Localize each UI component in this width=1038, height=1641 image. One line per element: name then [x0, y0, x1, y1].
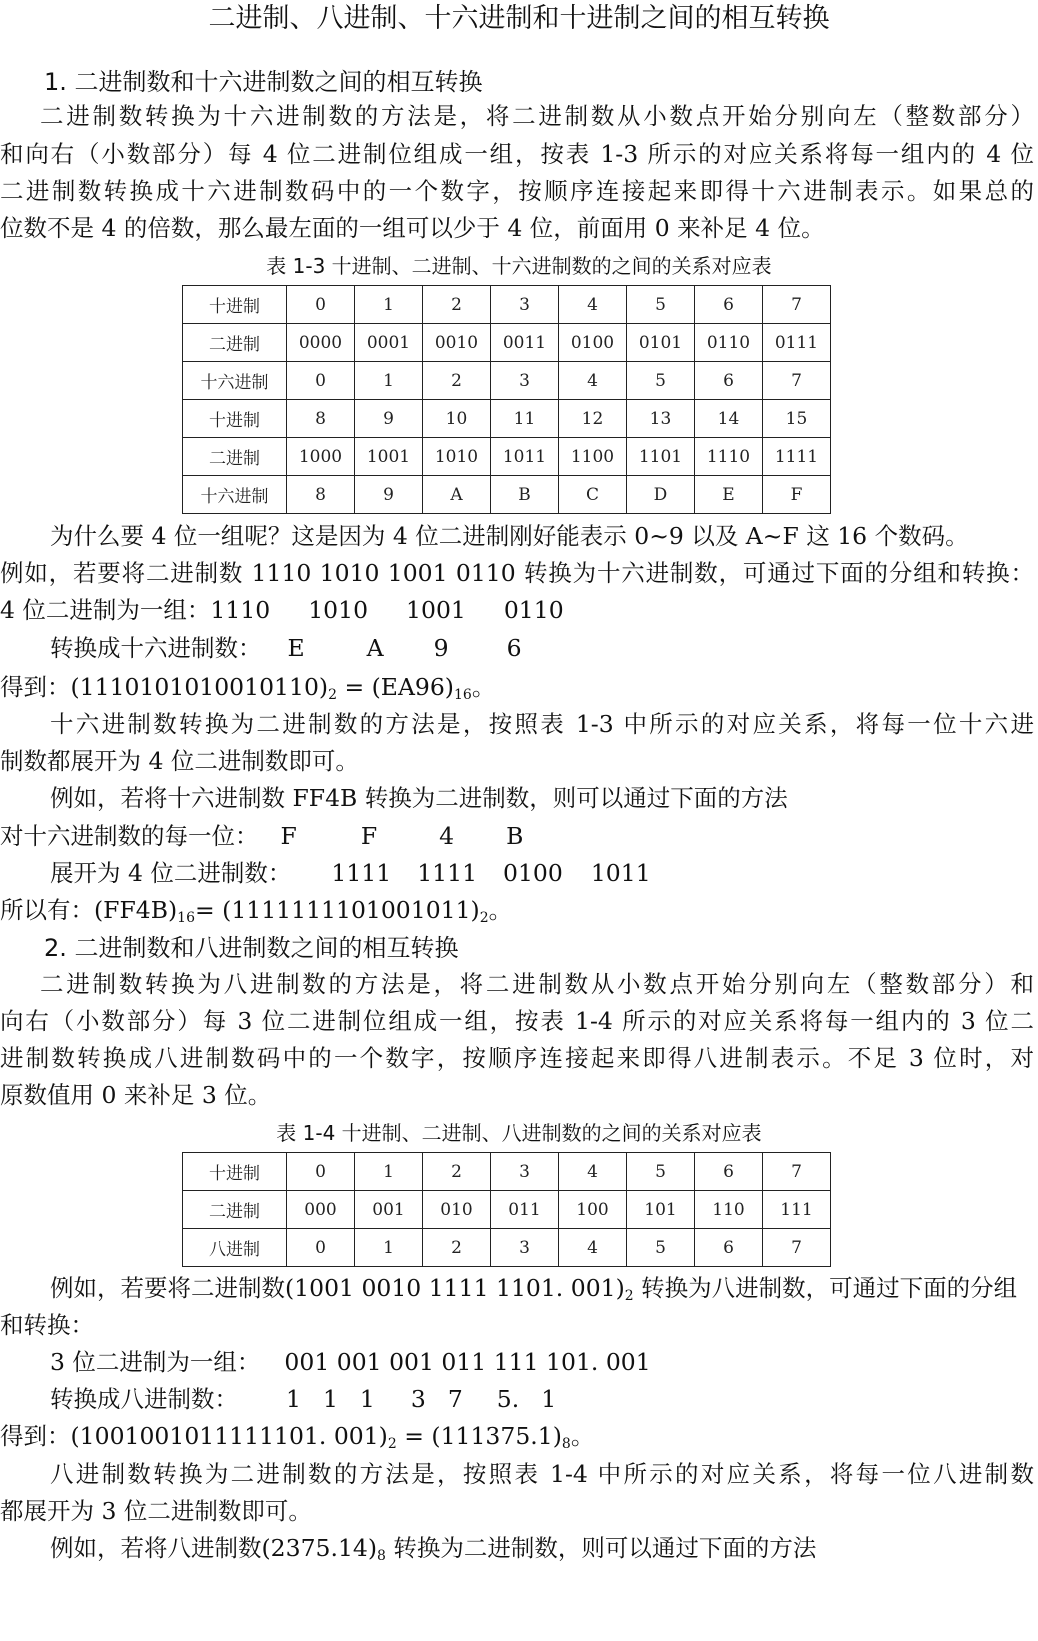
- binary-group: 1010: [308, 596, 369, 624]
- table-cell: 11: [491, 400, 559, 438]
- table-row: [183, 1191, 831, 1229]
- result-text: 得到：(1001001011111101. 001): [0, 1422, 388, 1450]
- oct-digit: 1: [359, 1385, 375, 1413]
- table-cell: 1011: [491, 438, 559, 476]
- table-row: [183, 476, 831, 514]
- row-header-cell: 八进制: [183, 1229, 287, 1267]
- expand-row: [0, 857, 1034, 889]
- paragraph-line: 都展开为 3 位二进制数即可。: [0, 1497, 312, 1525]
- table-cell: 1000: [287, 438, 355, 476]
- base-subscript: 2: [387, 1436, 397, 1452]
- table-row: [183, 1153, 831, 1191]
- table-cell: 5: [627, 286, 695, 324]
- convert-label: 转换成十六进制数：: [50, 634, 262, 662]
- result-text: = (EA96): [336, 673, 454, 701]
- table-row: [183, 400, 831, 438]
- table-cell: 8: [287, 400, 355, 438]
- hex-digit: 4: [439, 822, 455, 850]
- table-cell: 1: [355, 1229, 423, 1267]
- table-cell: 3: [491, 286, 559, 324]
- table-cell: 0111: [763, 324, 831, 362]
- table-cell: 1: [355, 1153, 423, 1191]
- table-cell: 110: [695, 1191, 763, 1229]
- each-digit-label: 对十六进制数的每一位：: [0, 822, 259, 850]
- table-cell: 14: [695, 400, 763, 438]
- result-text: 得到：(1110101010010110): [0, 673, 329, 701]
- table-cell: 111: [763, 1191, 831, 1229]
- table-cell: 8: [287, 476, 355, 514]
- table-cell: 9: [355, 400, 423, 438]
- table-cell: C: [559, 476, 627, 514]
- paragraph-line: 二进制数转换为八进制数的方法是，将二进制数从小数点开始分别向左（整数部分）和: [40, 970, 1034, 998]
- binary-group: 1011: [590, 859, 651, 887]
- result-text: 。: [471, 673, 496, 701]
- row-header-cell: 十进制: [183, 286, 287, 324]
- table-cell: 6: [695, 1153, 763, 1191]
- convert-row: [0, 632, 1034, 664]
- binary-group: 1110: [210, 596, 271, 624]
- oct-digit: 3: [410, 1385, 426, 1413]
- oct-digit: 7: [447, 1385, 463, 1413]
- paragraph-line: 向右（小数部分）每 3 位二进制位组成一组，按表 1-4 所示的对应关系将每一组内的 3 位二: [0, 1007, 1034, 1035]
- table-cell: 5: [627, 1229, 695, 1267]
- paragraph-line: 进制数转换成八进制数码中的一个数字，按顺序连接起来即得八进制表示。不足 3 位时，对: [0, 1044, 1034, 1072]
- hex-digit: 9: [433, 634, 449, 662]
- table-cell: 3: [491, 1229, 559, 1267]
- table-cell: 6: [695, 1229, 763, 1267]
- table-cell: 15: [763, 400, 831, 438]
- table-cell: 0: [287, 362, 355, 400]
- table-cell: 0101: [627, 324, 695, 362]
- table-cell: 001: [355, 1191, 423, 1229]
- base-subscript: 2: [328, 687, 337, 703]
- binary-group: 0110: [503, 596, 564, 624]
- table-cell: 4: [559, 286, 627, 324]
- table-cell: 2: [423, 286, 491, 324]
- table-cell: 2: [423, 1153, 491, 1191]
- binary-groups: 001 001 001 011 111 101. 001: [284, 1348, 651, 1376]
- table-1-3-caption: 表 1-3 十进制、二进制、十六进制数的之间的关系对应表: [266, 254, 772, 278]
- row-header-cell: 二进制: [183, 1191, 287, 1229]
- table-cell: 3: [491, 1153, 559, 1191]
- table-cell: 100: [559, 1191, 627, 1229]
- hex-digit: F: [360, 822, 378, 850]
- base-subscript: 16: [177, 910, 195, 926]
- table-cell: 7: [763, 286, 831, 324]
- table-row: [183, 286, 831, 324]
- table-cell: 1110: [695, 438, 763, 476]
- why-four-bits-line: 为什么要 4 位一组呢？这是因为 4 位二进制刚好能表示 0~9 以及 A~F 这 16 个数码。: [50, 522, 969, 550]
- paragraph-line: 制数都展开为 4 位二进制数即可。: [0, 747, 359, 775]
- table-cell: 13: [627, 400, 695, 438]
- table-cell: 0110: [695, 324, 763, 362]
- oct-digit: 1: [322, 1385, 338, 1413]
- table-cell: 2: [423, 362, 491, 400]
- table-cell: 000: [287, 1191, 355, 1229]
- table-cell: 5: [627, 362, 695, 400]
- example-line: [0, 1272, 1034, 1304]
- example-text: 转换为八进制数，可通过下面的分组: [633, 1274, 1018, 1302]
- table-cell: 6: [695, 286, 763, 324]
- table-cell: 1111: [763, 438, 831, 476]
- paragraph-line: 二进制数转换为十六进制数的方法是，将二进制数从小数点开始分别向左（整数部分）: [40, 102, 1034, 130]
- paragraph-line: 位数不是 4 的倍数，那么最左面的一组可以少于 4 位，前面用 0 来补足 4 位。: [0, 214, 825, 242]
- base-subscript: 16: [453, 687, 472, 703]
- table-cell: 010: [423, 1191, 491, 1229]
- table-1-4: [182, 1152, 831, 1267]
- table-row: [183, 362, 831, 400]
- table-cell: 5: [627, 1153, 695, 1191]
- table-cell: 0100: [559, 324, 627, 362]
- table-cell: 4: [559, 1153, 627, 1191]
- section-1-heading: 1. 二进制数和十六进制数之间的相互转换: [44, 68, 483, 96]
- table-cell: A: [423, 476, 491, 514]
- table-cell: 1100: [559, 438, 627, 476]
- table-cell: 0010: [423, 324, 491, 362]
- paragraph-line: 和向右（小数部分）每 4 位二进制位组成一组，按表 1-3 所示的对应关系将每一组内的 4 位: [0, 140, 1034, 168]
- table-cell: 7: [763, 1153, 831, 1191]
- paragraph-line: 原数值用 0 来补足 3 位。: [0, 1081, 272, 1109]
- paragraph-line: 十六进制数转换为二进制数的方法是，按照表 1-3 中所示的对应关系，将每一位十六进: [50, 710, 1034, 738]
- oct-digit: 1: [286, 1385, 301, 1413]
- table-cell: 0001: [355, 324, 423, 362]
- page-title: 二进制、八进制、十六进制和十进制之间的相互转换: [208, 3, 830, 34]
- table-1-4-caption: 表 1-4 十进制、二进制、八进制数的之间的关系对应表: [276, 1121, 762, 1145]
- table-cell: 10: [423, 400, 491, 438]
- binary-group: 1111: [417, 859, 478, 887]
- result-text: = (1111111101001011): [195, 896, 480, 924]
- table-cell: 1001: [355, 438, 423, 476]
- paragraph-line: 八进制数转换为二进制数的方法是，按照表 1-4 中所示的对应关系，将每一位八进制数: [50, 1460, 1034, 1488]
- group-row: [0, 594, 1034, 626]
- group-row: [0, 1346, 1034, 1378]
- table-cell: 7: [763, 1229, 831, 1267]
- base-subscript: 8: [561, 1436, 571, 1452]
- table-cell: 2: [423, 1229, 491, 1267]
- table-cell: D: [627, 476, 695, 514]
- base-subscript: 2: [624, 1288, 634, 1304]
- table-1-3: [182, 285, 831, 514]
- table-row: [183, 438, 831, 476]
- hex-digit: F: [280, 822, 297, 850]
- each-digit-row: [0, 820, 1034, 852]
- example-line: [0, 1532, 1034, 1564]
- table-cell: 4: [559, 362, 627, 400]
- example-text: 例如，若将八进制数(2375.14): [50, 1534, 378, 1562]
- table-cell: 4: [559, 1229, 627, 1267]
- section-2-heading: 2. 二进制数和八进制数之间的相互转换: [44, 934, 459, 962]
- result-text: 。: [570, 1422, 595, 1450]
- hex-digit: 6: [506, 634, 522, 662]
- table-cell: 0: [287, 1229, 355, 1267]
- base-subscript: 8: [377, 1548, 386, 1564]
- expand-label: 展开为 4 位二进制数：: [50, 859, 292, 887]
- row-header-cell: 十进制: [183, 1153, 287, 1191]
- group-label: 3 位二进制为一组：: [50, 1348, 261, 1376]
- example-line: 例如，若将十六进制数 FF4B 转换为二进制数，则可以通过下面的方法: [50, 784, 788, 812]
- table-cell: 9: [355, 476, 423, 514]
- table-cell: 3: [491, 362, 559, 400]
- result-line: [0, 671, 1034, 703]
- table-cell: 6: [695, 362, 763, 400]
- hex-digit: E: [287, 634, 305, 662]
- table-cell: 0: [287, 1153, 355, 1191]
- row-header-cell: 十六进制: [183, 362, 287, 400]
- table-cell: E: [695, 476, 763, 514]
- paragraph-line: 二进制数转换成十六进制数码中的一个数字，按顺序连接起来即得十六进制表示。如果总的: [0, 177, 1034, 205]
- hex-digit: A: [366, 634, 384, 662]
- binary-group: 1111: [331, 859, 392, 887]
- result-line: [0, 894, 1034, 926]
- row-header-cell: 二进制: [183, 324, 287, 362]
- binary-group: 0100: [503, 859, 563, 887]
- group-label: 4 位二进制为一组：: [0, 596, 211, 624]
- row-header-cell: 二进制: [183, 438, 287, 476]
- table-cell: 0011: [491, 324, 559, 362]
- example-line: 例如，若要将二进制数 1110 1010 1001 0110 转换为十六进制数，可通过下面的分组和转换：: [0, 559, 1034, 587]
- result-text: = (111375.1): [396, 1422, 562, 1450]
- table-cell: 1: [355, 362, 423, 400]
- row-header-cell: 十进制: [183, 400, 287, 438]
- oct-digit: 1: [541, 1385, 557, 1413]
- result-text: 所以有：(FF4B): [0, 896, 178, 924]
- row-header-cell: 十六进制: [183, 476, 287, 514]
- table-cell: 011: [491, 1191, 559, 1229]
- example-text: 例如，若要将二进制数(1001 0010 1111 1101. 001): [50, 1274, 625, 1302]
- result-text: 。: [488, 896, 513, 924]
- table-cell: F: [763, 476, 831, 514]
- binary-group: 1001: [406, 596, 466, 624]
- table-cell: 101: [627, 1191, 695, 1229]
- table-row: [183, 1229, 831, 1267]
- table-cell: 1101: [627, 438, 695, 476]
- convert-row: [0, 1383, 1034, 1415]
- table-cell: 0: [287, 286, 355, 324]
- table-cell: 0000: [287, 324, 355, 362]
- table-cell: 1010: [423, 438, 491, 476]
- base-subscript: 2: [479, 910, 489, 926]
- table-cell: 1: [355, 286, 423, 324]
- example-line: 和转换：: [0, 1311, 94, 1339]
- oct-digit: 5.: [496, 1385, 520, 1413]
- table-cell: B: [491, 476, 559, 514]
- hex-digit: B: [506, 822, 524, 850]
- table-cell: 7: [763, 362, 831, 400]
- table-cell: 12: [559, 400, 627, 438]
- table-row: [183, 324, 831, 362]
- convert-label: 转换成八进制数：: [50, 1385, 238, 1413]
- example-text: 转换为二进制数，则可以通过下面的方法: [385, 1534, 817, 1562]
- result-line: [0, 1420, 1034, 1452]
